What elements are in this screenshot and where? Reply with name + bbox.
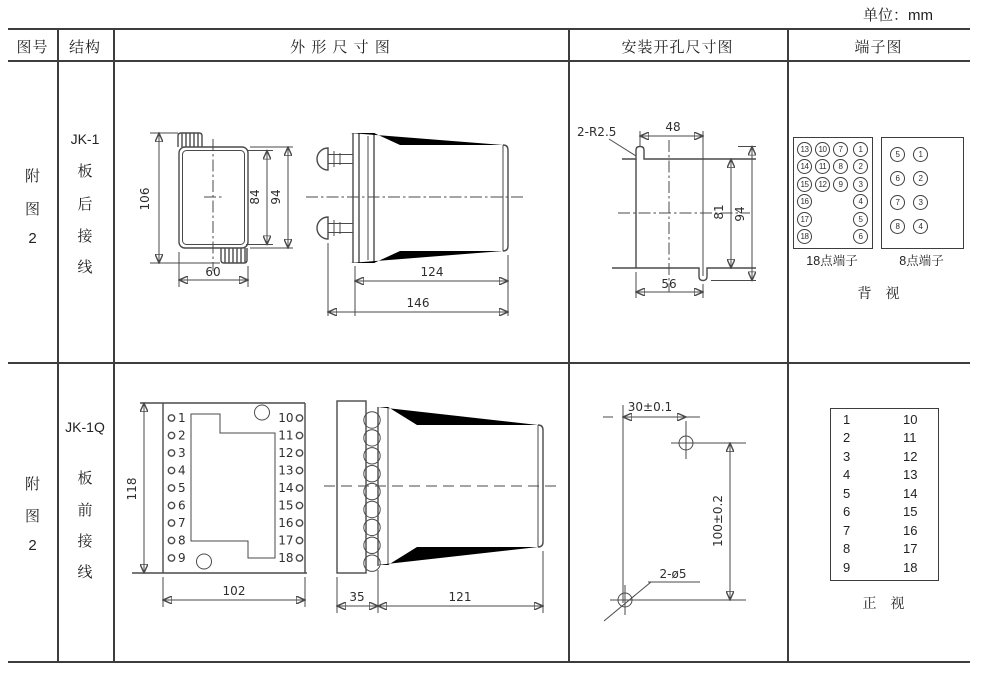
- terminal-5: 5: [853, 212, 868, 227]
- row2-structure-char: 接: [77, 533, 93, 550]
- left-terminal-numbers: [178, 411, 186, 565]
- svg-text:14: 14: [278, 481, 294, 495]
- dim-94: 94: [269, 189, 283, 205]
- terminal-5b: 5: [890, 147, 905, 162]
- table-row-separator: [8, 362, 970, 364]
- front-panel: [337, 401, 366, 573]
- dim-100: 100±0.2: [711, 494, 725, 548]
- row1-side-view-drawing: [300, 75, 565, 335]
- svg-text:13: 13: [278, 463, 294, 478]
- term-14: 14: [903, 486, 918, 501]
- top-terminal-hatch: [182, 134, 198, 148]
- mounting-hole-layout: [603, 400, 746, 621]
- slot-callout: 2-R2.5: [577, 125, 617, 139]
- terminal-7: 7: [833, 142, 848, 157]
- header-fig-no: 图号: [16, 39, 49, 56]
- table-col-line-2: [113, 28, 115, 661]
- svg-text:3: 3: [178, 446, 186, 460]
- terminal-8b: 8: [890, 219, 905, 234]
- terminal-6: 6: [853, 229, 868, 244]
- dim-118: 118: [125, 477, 139, 501]
- term-11: 11: [903, 430, 917, 445]
- term-8: 8: [843, 541, 851, 556]
- svg-text:12: 12: [278, 446, 294, 460]
- term-4: 4: [843, 467, 851, 482]
- term-5: 5: [843, 486, 851, 501]
- dim-48: 48: [665, 120, 681, 134]
- terminal-4b: 4: [913, 219, 928, 234]
- term-2: 2: [843, 430, 851, 445]
- term-10: 10: [903, 412, 918, 427]
- holes-callout: 2-ø5: [659, 567, 687, 581]
- terminal-1: 1: [853, 142, 868, 157]
- row2-structure-char: 前: [77, 502, 93, 519]
- terminal-1b: 1: [913, 147, 928, 162]
- svg-text:2: 2: [178, 428, 186, 443]
- row1-mount-dimensions: [577, 120, 756, 298]
- row1-structure-model: JK-1: [70, 131, 100, 147]
- terminal-3: 3: [853, 177, 868, 192]
- dim-94b: 94: [733, 206, 747, 222]
- left-terminal-circles: [168, 415, 174, 561]
- fixing-hole-bottom: [197, 554, 212, 569]
- term-9: 9: [843, 560, 851, 575]
- label-8pt: 8点端子: [899, 254, 944, 268]
- terminal-6b: 6: [890, 171, 905, 186]
- svg-text:9: 9: [178, 551, 186, 565]
- row2-fig-char: 2: [28, 537, 37, 554]
- table-top-border: [8, 28, 970, 30]
- row1-fig-char: 图: [24, 201, 40, 218]
- relay-front-outline: [178, 133, 248, 271]
- row1-front-dimensions: [138, 133, 293, 287]
- terminal-18: 18: [797, 229, 812, 244]
- term-15: 15: [903, 504, 918, 519]
- dim-124: 124: [420, 265, 444, 279]
- terminal-12: 12: [815, 177, 830, 192]
- dim-146: 146: [406, 296, 430, 310]
- svg-text:8: 8: [178, 533, 186, 548]
- fixing-hole-top: [255, 405, 270, 420]
- table-bottom-border: [8, 661, 970, 663]
- svg-text:7: 7: [178, 516, 186, 530]
- row2-side-view-drawing: [320, 385, 570, 645]
- term-17: 17: [903, 541, 918, 556]
- dim-81: 81: [712, 204, 726, 220]
- svg-text:15: 15: [278, 498, 294, 513]
- header-terminal: 端子图: [854, 39, 903, 56]
- terminal-3b: 3: [913, 195, 928, 210]
- dim-35: 35: [349, 590, 365, 604]
- terminal-9: 9: [833, 177, 848, 192]
- dim-30: 30±0.1: [627, 400, 673, 414]
- terminal-15: 15: [797, 177, 812, 192]
- table-header-border: [8, 60, 970, 62]
- header-mounting: 安装开孔尺寸图: [621, 39, 734, 56]
- row2-front-view-drawing: [120, 385, 320, 645]
- terminal-10: 10: [815, 142, 830, 157]
- term-3: 3: [843, 449, 851, 464]
- terminal-8: 8: [833, 159, 848, 174]
- table-col-line-4: [787, 28, 789, 661]
- row1-fig-char: 2: [28, 230, 37, 247]
- dim-121: 121: [448, 590, 472, 604]
- terminal-16: 16: [797, 194, 812, 209]
- dim-102: 102: [222, 584, 246, 598]
- dim-84: 84: [248, 189, 262, 205]
- row2-structure-char: 线: [77, 564, 93, 581]
- terminal-7b: 7: [890, 195, 905, 210]
- svg-text:16: 16: [278, 516, 294, 530]
- right-terminal-circles: [296, 415, 302, 561]
- row1-structure-char: 后: [77, 196, 93, 213]
- svg-text:10: 10: [278, 411, 294, 425]
- term-12: 12: [903, 449, 918, 464]
- label-18pt: 18点端子: [806, 254, 858, 268]
- row2-side-dimensions: [337, 551, 543, 613]
- svg-text:18: 18: [278, 551, 294, 565]
- svg-text:1: 1: [178, 411, 186, 425]
- row2-structure-model: JK-1Q: [65, 419, 105, 435]
- term-16: 16: [903, 523, 918, 538]
- terminal-14: 14: [797, 159, 812, 174]
- dim-56: 56: [661, 277, 677, 291]
- row1-fig-char: 附: [24, 168, 40, 185]
- mounting-screw-bottom: [317, 217, 353, 239]
- caption-back-view: 背 视: [857, 285, 900, 301]
- header-outline: 外 形 尺 寸 图: [290, 39, 391, 56]
- svg-text:4: 4: [178, 463, 186, 478]
- terminal-17: 17: [797, 212, 812, 227]
- right-terminal-numbers: [278, 411, 293, 565]
- row1-structure-char: 板: [77, 163, 93, 180]
- svg-text:6: 6: [178, 498, 186, 513]
- row1-structure-char: 线: [77, 259, 93, 276]
- header-structure: 结构: [68, 39, 101, 56]
- term-13: 13: [903, 467, 918, 482]
- term-1: 1: [843, 412, 851, 427]
- svg-text:11: 11: [278, 428, 294, 443]
- row2-fig-char: 附: [24, 476, 40, 493]
- terminal-11: 11: [815, 159, 830, 174]
- row1-front-view-drawing: [120, 75, 320, 335]
- term-7: 7: [843, 523, 851, 538]
- unit-label: 单位：mm: [863, 7, 933, 24]
- row1-structure-char: 接: [77, 228, 93, 245]
- terminal-4: 4: [853, 194, 868, 209]
- dim-60: 60: [205, 265, 221, 279]
- row1-mounting-drawing: [568, 75, 787, 362]
- dim-106: 106: [138, 187, 152, 211]
- terminal-13: 13: [797, 142, 812, 157]
- terminal-2: 2: [853, 159, 868, 174]
- row2-fig-char: 图: [24, 508, 40, 525]
- caption-front-view: 正 视: [862, 595, 905, 611]
- mounting-screw-top: [317, 148, 353, 170]
- bottom-terminal-hatch: [225, 248, 245, 263]
- relay-side-outline: [350, 133, 508, 263]
- row2-structure-char: 板: [77, 470, 93, 487]
- svg-text:17: 17: [278, 533, 294, 548]
- svg-text:5: 5: [178, 481, 186, 495]
- term-6: 6: [843, 504, 851, 519]
- term-18: 18: [903, 560, 918, 575]
- terminal-2b: 2: [913, 171, 928, 186]
- row2-mounting-drawing: [568, 385, 787, 645]
